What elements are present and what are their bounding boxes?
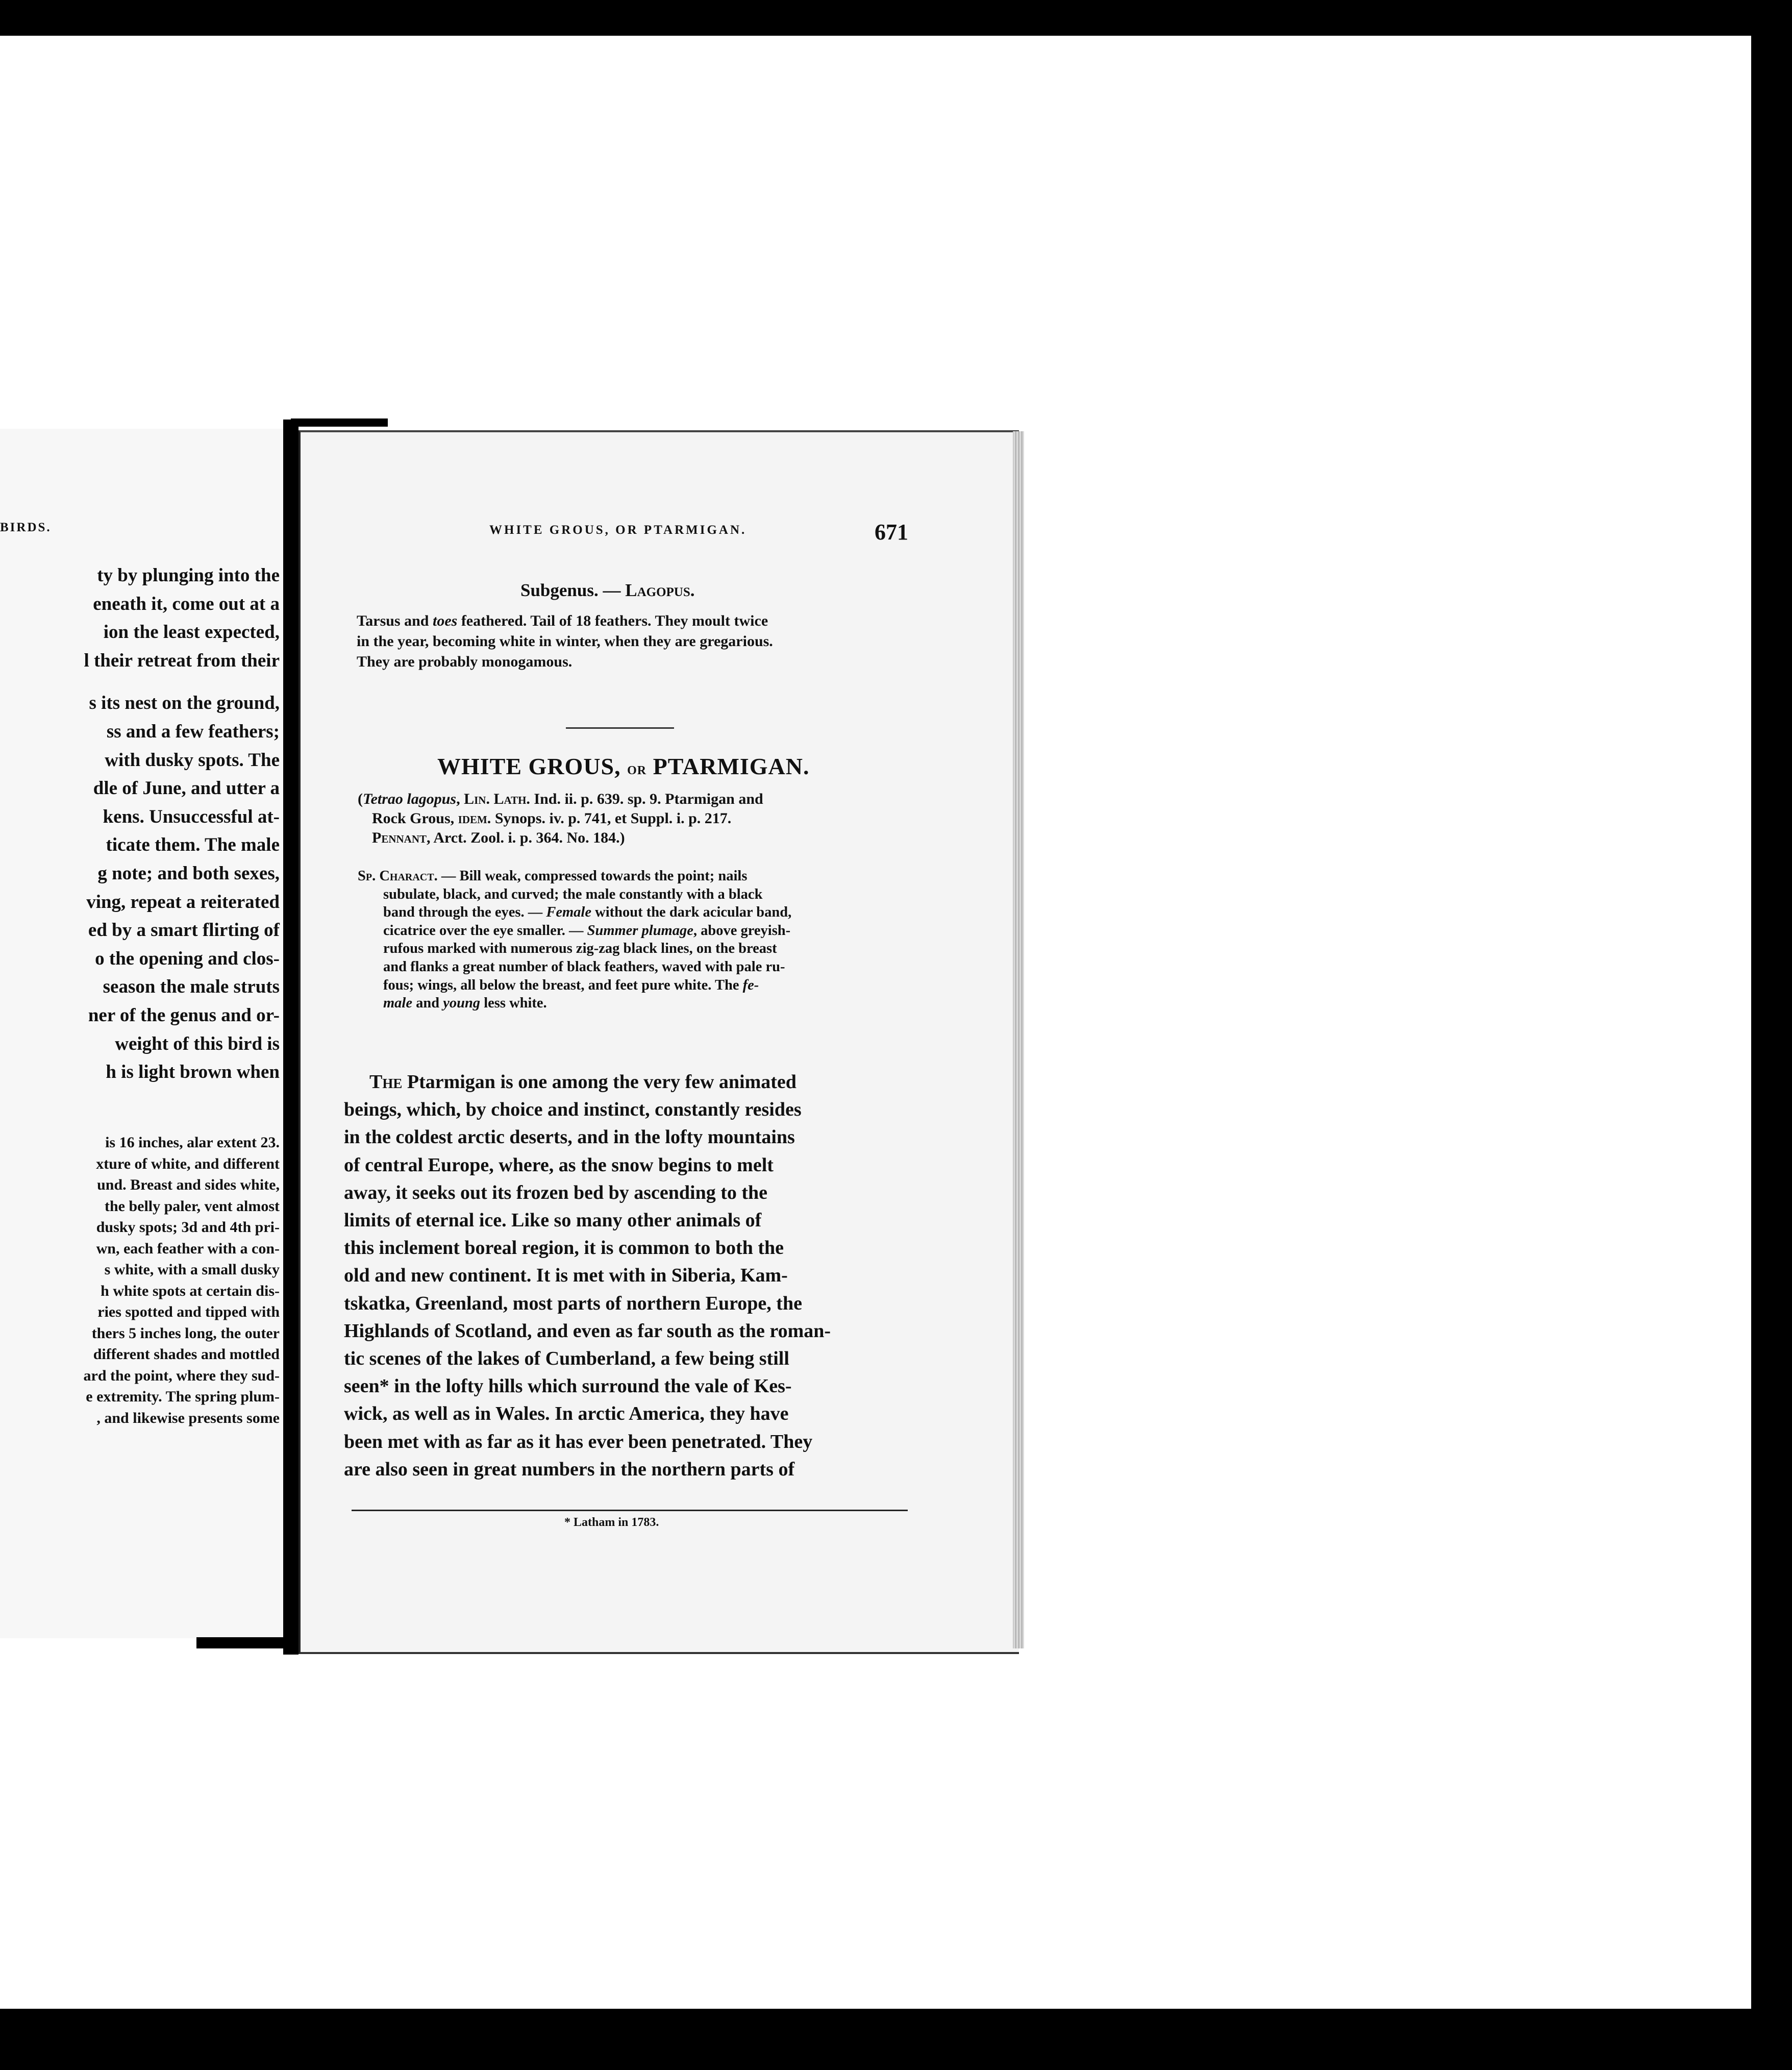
text-run: feathered. Tail of 18 feathers. They moult twice [457, 612, 768, 629]
italic-run: male [383, 995, 412, 1012]
running-head: WHITE GROUS, OR PTARMIGAN. [489, 523, 747, 537]
text-line: g note; and both sexes, [97, 862, 280, 884]
subgenus-heading [520, 580, 695, 601]
text-line: ner of the genus and or- [88, 1004, 280, 1026]
text-line [358, 828, 939, 848]
text-run: cicatrice over the eye smaller. — [383, 922, 587, 939]
subgenus-name: Lagopus. [625, 580, 695, 600]
text-run: , Arct. Zool. i. p. 364. No. 184.) [427, 829, 625, 846]
text-line: e extremity. The spring plum- [86, 1388, 280, 1405]
text-line: weight of this bird is [115, 1033, 280, 1054]
text-line [358, 790, 939, 809]
text-run: less white. [480, 995, 547, 1012]
text-run: Tarsus and [357, 612, 433, 629]
subgenus-description [357, 611, 933, 672]
text-line: is 16 inches, alar extent 23. [105, 1134, 280, 1151]
left-running-head: BIRDS. [0, 521, 52, 534]
text-line: , and likewise presents some [96, 1409, 280, 1426]
text-run: Synops. iv. p. 741, et Suppl. i. p. 217. [491, 810, 732, 827]
text-line: different shades and mottled [93, 1346, 280, 1363]
lead-word: The [369, 1071, 403, 1093]
text-line: in the year, becoming white in winter, when they are gregarious. [357, 633, 773, 650]
scan-border-bottom [0, 2009, 1792, 2070]
text-line: beings, which, by choice and instinct, constantly resides [344, 1099, 802, 1121]
text-line: They are probably monogamous. [357, 653, 573, 670]
text-line: in the coldest arctic deserts, and in the lofty mountains [344, 1126, 795, 1148]
text-line: s its nest on the ground, [89, 693, 280, 714]
text-line: rufous marked with numerous zig-zag black lines, on the breast [383, 941, 777, 957]
text-line [358, 867, 939, 885]
italic-run: Female [546, 904, 592, 921]
text-line: subulate, black, and curved; the male constantly with a black [383, 886, 763, 902]
text-line: h is light brown when [106, 1062, 280, 1083]
right-page [298, 430, 1019, 1654]
text-line: ty by plunging into the [97, 565, 280, 586]
text-line: season the male struts [103, 976, 280, 998]
left-page-body [0, 561, 280, 1087]
characters-label: Sp. Charact. [358, 868, 438, 884]
text-line: thers 5 inches long, the outer [91, 1324, 280, 1342]
text-run: ( [358, 791, 363, 807]
page-edge-stack [1013, 431, 1024, 1648]
title-part: or [627, 759, 647, 778]
text-line: this inclement boreal region, it is common to both the [344, 1237, 784, 1259]
author-name: Pennant [372, 829, 427, 846]
text-run: , above greyish- [693, 922, 791, 939]
text-line: ticate them. The male [106, 834, 280, 856]
author-name: Lath. [493, 791, 530, 807]
footnote-rule [352, 1510, 908, 1511]
left-page [0, 429, 285, 1638]
page-number: 671 [875, 520, 908, 545]
text-line: l their retreat from their [84, 650, 280, 671]
left-page-description [0, 1132, 280, 1428]
text-line: s white, with a small dusky [104, 1261, 280, 1278]
text-line: tskatka, Greenland, most parts of northern Europe, the [344, 1292, 802, 1314]
text-line [358, 994, 939, 1013]
italic-run: toes [432, 612, 458, 629]
text-line [357, 611, 933, 631]
italic-run: fe- [742, 977, 759, 993]
book-spine-shadow [283, 420, 298, 1655]
text-line [358, 809, 939, 828]
text-run: — Bill weak, compressed towards the point; nails [437, 868, 748, 884]
spine-top-shadow [291, 418, 388, 427]
text-line: wick, as well as in Wales. In arctic America, they have [344, 1403, 789, 1425]
text-run: Ind. ii. p. 639. sp. 9. Ptarmigan and [530, 791, 763, 807]
text-line: xture of white, and different [96, 1155, 280, 1172]
text-line: ries spotted and tipped with [97, 1303, 280, 1320]
text-line: eneath it, come out at a [93, 593, 280, 614]
text-line: limits of eternal ice. Like so many other animals of [344, 1210, 762, 1231]
author-name: Lin. [464, 791, 490, 807]
latin-name: Tetrao lagopus [363, 791, 457, 807]
footnote: * Latham in 1783. [564, 1516, 659, 1529]
text-run: Ptarmigan is one among the very few animated [402, 1071, 797, 1093]
title-part: WHITE GROUS, [437, 753, 628, 779]
author-name: idem. [458, 810, 491, 827]
species-characters [358, 867, 939, 1013]
text-line: tic scenes of the lakes of Cumberland, a few being still [344, 1348, 789, 1370]
text-run: band through the eyes. — [383, 904, 546, 921]
body-text [344, 1068, 915, 1483]
text-line [358, 976, 939, 995]
subgenus-label: Subgenus. — [520, 580, 626, 600]
title-part: PTARMIGAN. [646, 753, 810, 779]
text-line: wn, each feather with a con- [96, 1240, 280, 1257]
text-line: seen* in the lofty hills which surround the vale of Kes- [344, 1375, 792, 1397]
text-line [358, 922, 939, 940]
text-line: and flanks a great number of black feathers, waved with pale ru- [383, 958, 785, 975]
section-divider [566, 727, 674, 729]
text-line: ion the least expected, [103, 622, 280, 643]
scan-border-right [1751, 0, 1792, 2070]
text-run: Rock Grous, [372, 810, 458, 827]
text-run: fous; wings, all below the breast, and feet pure white. The [383, 977, 743, 993]
text-line: o the opening and clos- [95, 948, 280, 969]
text-line: dusky spots; 3d and 4th pri- [96, 1219, 280, 1236]
text-line [358, 903, 939, 922]
text-run: without the dark acicular band, [591, 904, 792, 921]
text-line: ving, repeat a reiterated [86, 891, 280, 913]
text-line: old and new continent. It is met with in Siberia, Kam- [344, 1265, 788, 1287]
text-line: ard the point, where they sud- [83, 1367, 280, 1384]
text-line: dle of June, and utter a [93, 778, 280, 799]
scan-border-top [0, 0, 1792, 36]
text-line: h white spots at certain dis- [101, 1282, 280, 1299]
text-line: of central Europe, where, as the snow begins to melt [344, 1154, 774, 1176]
text-line: been met with as far as it has ever been penetrated. They [344, 1431, 813, 1452]
spacer [0, 675, 280, 689]
text-line: kens. Unsuccessful at- [103, 806, 280, 827]
text-line: the belly paler, vent almost [104, 1197, 280, 1215]
text-line: Highlands of Scotland, and even as far south as the roman- [344, 1320, 831, 1342]
spine-bottom-shadow [196, 1637, 293, 1648]
text-run: and [412, 995, 443, 1012]
text-line: ed by a smart flirting of [88, 920, 280, 941]
text-line: with dusky spots. The [105, 749, 280, 771]
text-line: away, it seeks out its frozen bed by ascending to the [344, 1181, 768, 1203]
synonymy-block [358, 790, 939, 848]
text-line: are also seen in great numbers in the northern parts of [344, 1458, 795, 1480]
species-title [437, 753, 809, 780]
text-run: , [456, 791, 464, 807]
text-line: und. Breast and sides white, [97, 1176, 280, 1193]
text-line [344, 1068, 915, 1096]
italic-run: young [443, 995, 481, 1012]
text-line: ss and a few feathers; [106, 721, 280, 742]
italic-run: Summer plumage [587, 922, 693, 939]
